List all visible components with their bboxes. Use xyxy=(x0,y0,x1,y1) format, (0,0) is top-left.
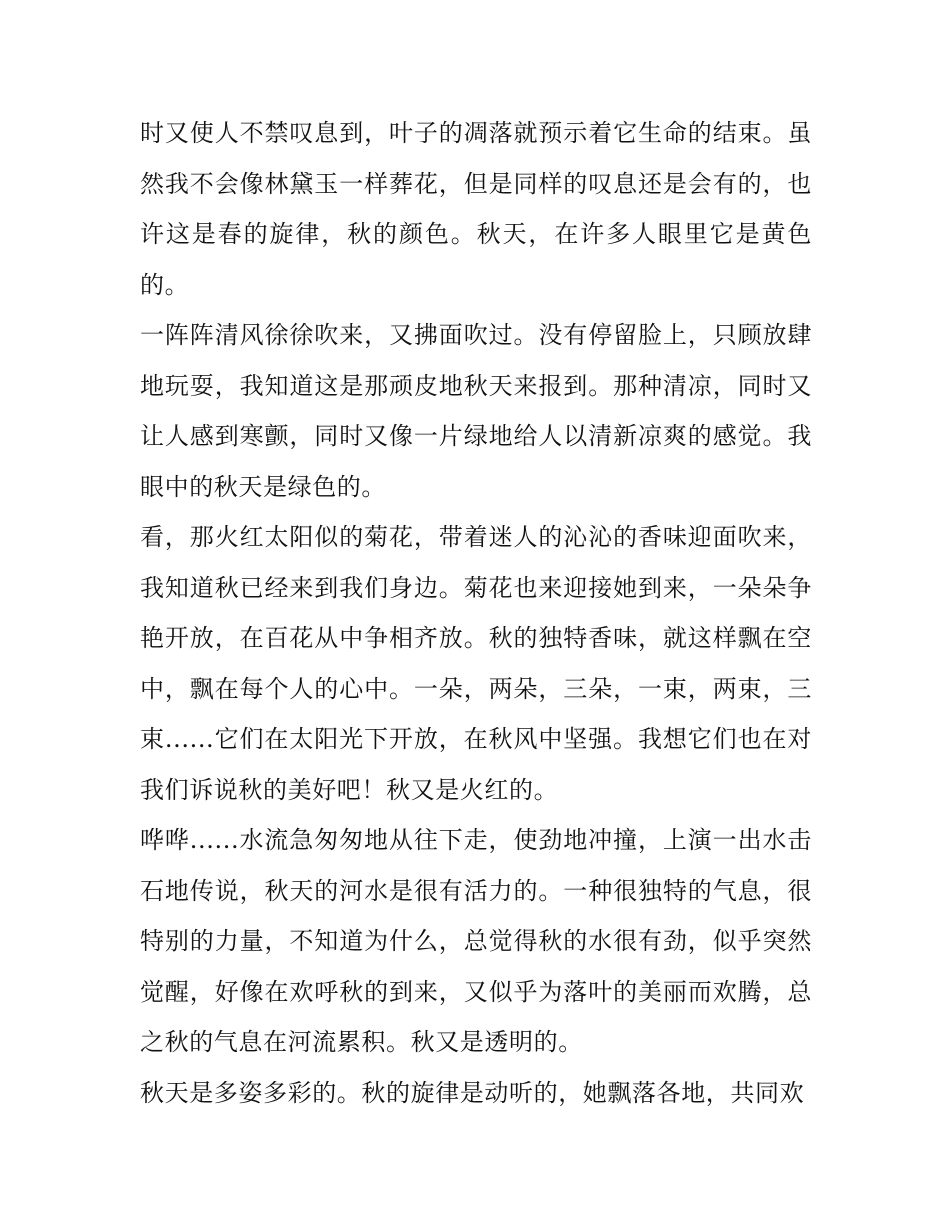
document-body xyxy=(140,108,812,1118)
paragraph-1: 时又使人不禁叹息到，叶子的凋落就预示着它生命的结束。虽然我不会像林黛玉一样葬花，但是同样的叹息还是会有的，也许这是春的旋律，秋的颜色。秋天，在许多人眼里它是黄色的。 xyxy=(140,119,812,299)
paragraph-3: 看，那火红太阳似的菊花，带着迷人的沁沁的香味迎面吹来，我知道秋已经来到我们身边。菊花也来迎接她到来，一朵朵争艳开放，在百花从中争相齐放。秋的独特香味，就这样飘在空中，飘在每个人的心中。一朵，两朵，三朵，一束，两束，三束......它们在太阳光下开放，在秋风中坚强。我想它们也在对我们诉说秋的美好吧！秋又是火红的。 xyxy=(140,523,812,804)
paragraph-5: 秋天是多姿多彩的。秋的旋律是动听的，她飘落各地，共同欢 xyxy=(140,1078,805,1107)
paragraph-4: 哗哗......水流急匆匆地从往下走，使劲地冲撞，上演一出水击石地传说，秋天的河水是很有活力的。一种很独特的气息，很特别的力量，不知道为什么，总觉得秋的水很有劲，似乎突然觉醒，好像在欢呼秋的到来，又似乎为落叶的美丽而欢腾，总之秋的气息在河流累积。秋又是透明的。 xyxy=(140,826,812,1056)
paragraph-2: 一阵阵清风徐徐吹来，又拂面吹过。没有停留脸上，只顾放肆地玩耍，我知道这是那顽皮地秋天来报到。那种清凉，同时又让人感到寒颤，同时又像一片绿地给人以清新凉爽的感觉。我眼中的秋天是绿色的。 xyxy=(140,321,812,501)
